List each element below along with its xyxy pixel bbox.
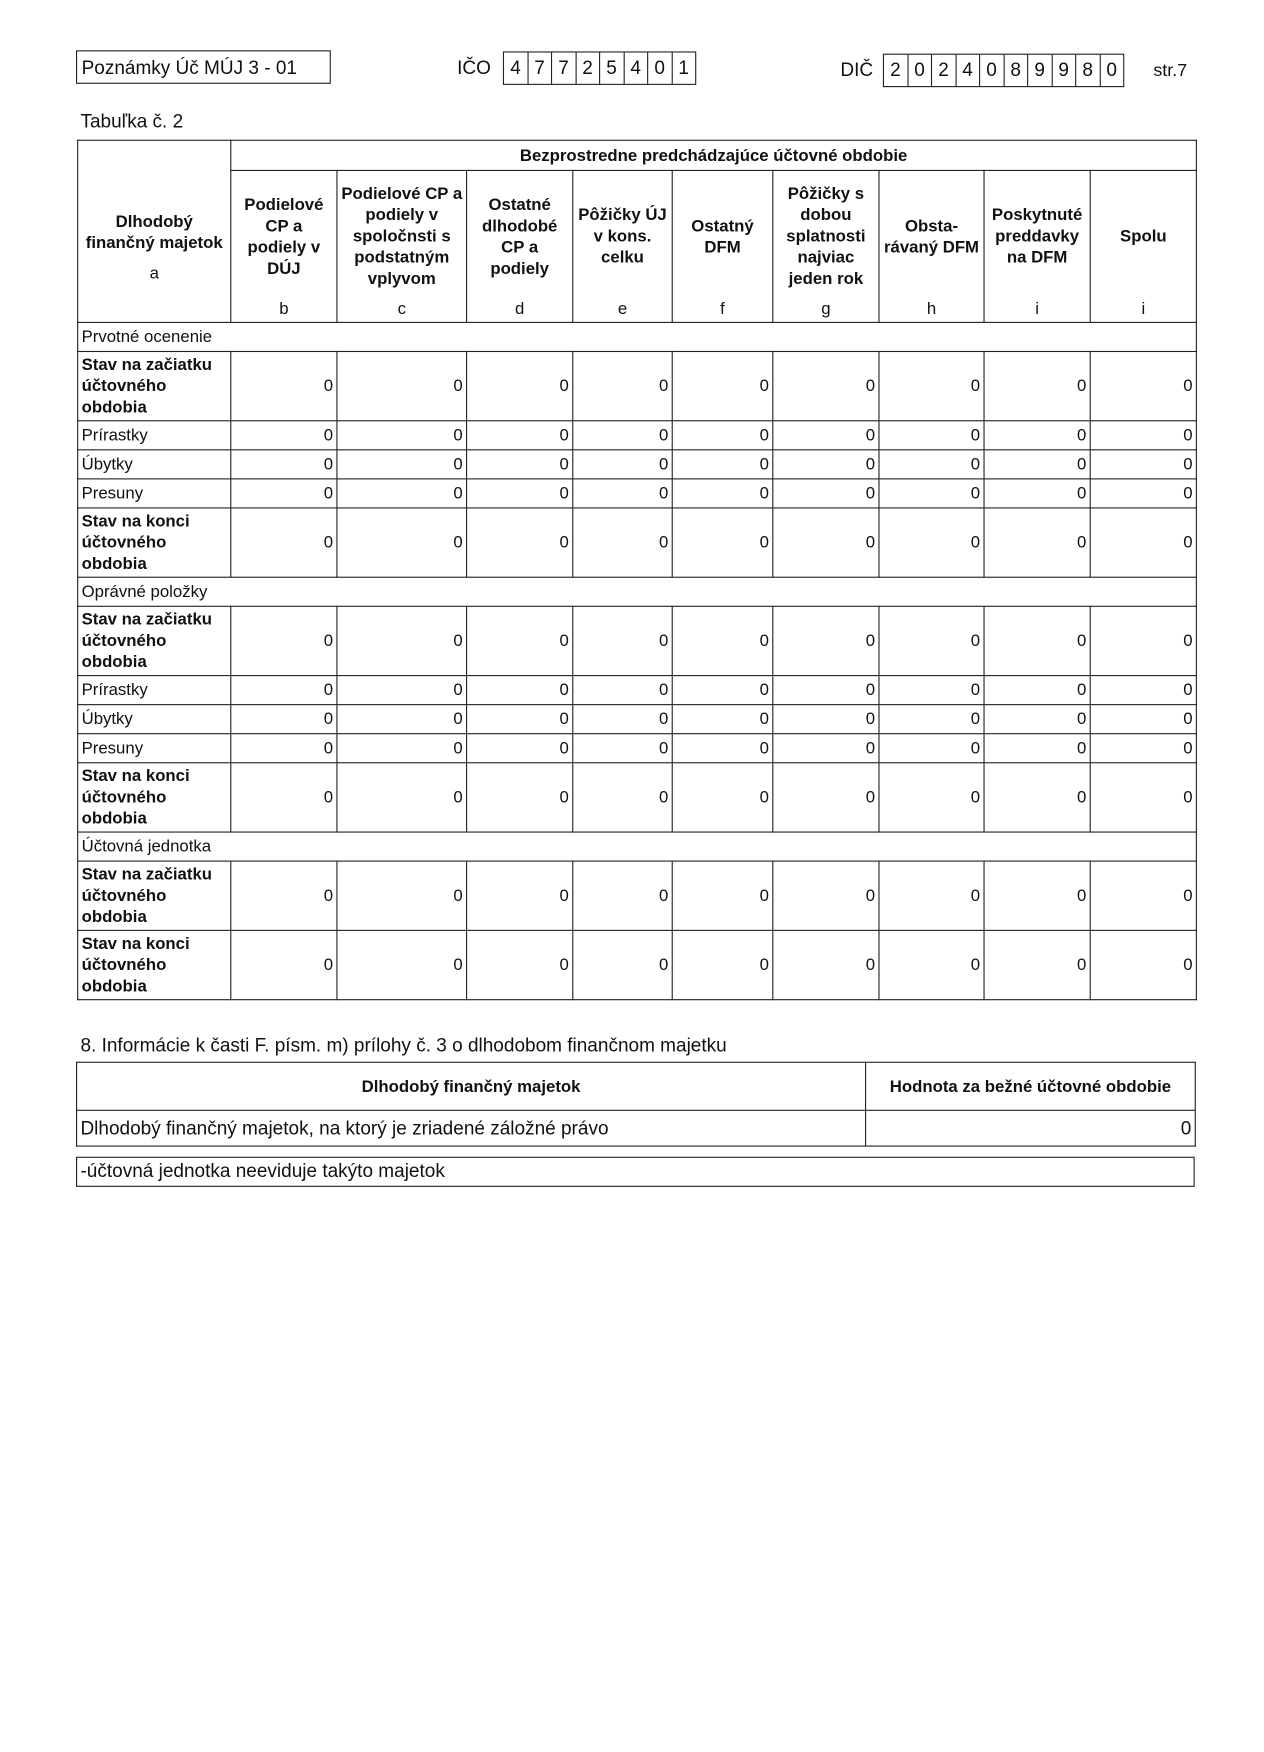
- cell-value: 0: [231, 734, 337, 763]
- column-header-text: Podielové CP a podiely v DÚJ: [244, 195, 324, 278]
- cell-value: 0: [573, 351, 672, 420]
- cell-value: 0: [773, 450, 879, 479]
- column-letter: a: [149, 263, 159, 283]
- cell-value: 0: [467, 676, 573, 705]
- cell-value: 0: [672, 861, 773, 930]
- cell-value: 0: [672, 930, 773, 999]
- section-row: [78, 322, 1197, 351]
- row-label: Stav na začiatku účtovného obdobia: [78, 351, 231, 420]
- cell-value: 0: [773, 508, 879, 577]
- table-row: [78, 450, 1197, 479]
- column-header-text: Spolu: [1120, 226, 1167, 246]
- cell-value: 0: [879, 676, 984, 705]
- column-header: [467, 170, 573, 322]
- pledge-col-header: Dlhodobý finančný majetok: [77, 1062, 866, 1110]
- cell-value: 0: [879, 351, 984, 420]
- dic-digit: 8: [1076, 55, 1100, 86]
- table-row: [78, 676, 1197, 705]
- cell-value: 0: [672, 421, 773, 450]
- cell-value: 0: [231, 421, 337, 450]
- cell-value: 0: [231, 351, 337, 420]
- cell-value: 0: [1090, 351, 1196, 420]
- cell-value: 0: [573, 421, 672, 450]
- dic-digit: 9: [1028, 55, 1052, 86]
- cell-value: 0: [879, 606, 984, 675]
- cell-value: 0: [773, 705, 879, 734]
- cell-value: 0: [467, 450, 573, 479]
- row-label: Úbytky: [78, 450, 231, 479]
- column-letter: i: [1141, 299, 1146, 319]
- cell-value: 0: [1090, 508, 1196, 577]
- cell-value: 0: [337, 508, 467, 577]
- cell-value: 0: [984, 861, 1090, 930]
- cell-value: 0: [1090, 705, 1196, 734]
- cell-value: 0: [1090, 676, 1196, 705]
- cell-value: 0: [337, 734, 467, 763]
- cell-value: 0: [879, 479, 984, 508]
- row-label: Stav na začiatku účtovného obdobia: [78, 861, 231, 930]
- dic-digit: 8: [1004, 55, 1028, 86]
- note-text: -účtovná jednotka neeviduje takýto majetok: [76, 1157, 1195, 1187]
- column-letter: b: [279, 299, 289, 319]
- column-header: [337, 170, 467, 322]
- cell-value: 0: [984, 705, 1090, 734]
- cell-value: 0: [672, 450, 773, 479]
- cell-value: 0: [231, 930, 337, 999]
- column-header: [1090, 170, 1196, 322]
- table-row: [78, 734, 1197, 763]
- table-row: [78, 508, 1197, 577]
- cell-value: 0: [672, 763, 773, 832]
- table-title: Tabuľka č. 2: [80, 110, 184, 132]
- pledge-table: [76, 1062, 1196, 1147]
- column-letter: d: [515, 299, 525, 319]
- dic-digits: [883, 54, 1124, 88]
- cell-value: 0: [467, 763, 573, 832]
- cell-value: 0: [573, 734, 672, 763]
- dfm-table: [77, 140, 1197, 1001]
- cell-value: 0: [672, 734, 773, 763]
- cell-value: 0: [467, 351, 573, 420]
- cell-value: 0: [573, 705, 672, 734]
- cell-value: 0: [984, 930, 1090, 999]
- column-header: [773, 170, 879, 322]
- ico-digits: [503, 51, 696, 85]
- cell-value: 0: [573, 479, 672, 508]
- cell-value: 0: [337, 450, 467, 479]
- first-header-text: Dlhodobý finančný majetok: [85, 211, 223, 253]
- ico-digit: 5: [600, 53, 624, 84]
- cell-value: 0: [1090, 479, 1196, 508]
- cell-value: 0: [573, 676, 672, 705]
- cell-value: 0: [879, 763, 984, 832]
- column-header-text: Ostatný DFM: [691, 216, 754, 257]
- cell-value: 0: [984, 508, 1090, 577]
- cell-value: 0: [879, 734, 984, 763]
- cell-value: 0: [879, 705, 984, 734]
- dic-digit: 0: [908, 55, 932, 86]
- cell-value: 0: [1090, 930, 1196, 999]
- dic-digit: 9: [1052, 55, 1076, 86]
- ico-digit: 4: [504, 53, 528, 84]
- cell-value: 0: [337, 930, 467, 999]
- cell-value: 0: [467, 606, 573, 675]
- ico-digit: 1: [678, 56, 689, 79]
- row-label: Stav na konci účtovného obdobia: [78, 508, 231, 577]
- cell-value: 0: [984, 351, 1090, 420]
- column-letter: h: [926, 299, 937, 319]
- pledge-row-label: Dlhodobý finančný majetok, na ktorý je zriadené záložné právo: [77, 1110, 866, 1146]
- cell-value: 0: [773, 606, 879, 675]
- column-header-text: Obsta-rávaný DFM: [883, 216, 980, 257]
- cell-value: 0: [984, 763, 1090, 832]
- first-column-header: [78, 140, 231, 322]
- cell-value: 0: [984, 450, 1090, 479]
- table-row: [78, 763, 1197, 832]
- column-letter: c: [397, 299, 406, 319]
- cell-value: 0: [337, 861, 467, 930]
- cell-value: 0: [1090, 450, 1196, 479]
- column-letter: f: [720, 299, 725, 319]
- cell-value: 0: [879, 861, 984, 930]
- row-label: Stav na konci účtovného obdobia: [78, 763, 231, 832]
- cell-value: 0: [467, 421, 573, 450]
- cell-value: 0: [337, 606, 467, 675]
- section-row: [78, 832, 1197, 861]
- cell-value: 0: [337, 479, 467, 508]
- cell-value: 0: [984, 734, 1090, 763]
- cell-value: 0: [773, 930, 879, 999]
- cell-value: 0: [879, 930, 984, 999]
- dic-digit: 2: [884, 55, 908, 86]
- table-row: [78, 421, 1197, 450]
- column-header-text: Ostatné dlhodobé CP a podiely: [481, 195, 558, 278]
- cell-value: 0: [773, 861, 879, 930]
- cell-value: 0: [773, 479, 879, 508]
- section-label: Oprávné položky: [78, 577, 1197, 606]
- dic-digit: 4: [956, 55, 980, 86]
- column-header: [879, 170, 984, 322]
- column-header-text: Pôžičky ÚJ v kons. celku: [578, 205, 667, 268]
- cell-value: 0: [773, 351, 879, 420]
- column-letter: g: [821, 299, 831, 319]
- cell-value: 0: [984, 479, 1090, 508]
- cell-value: 0: [337, 763, 467, 832]
- cell-value: 0: [672, 508, 773, 577]
- cell-value: 0: [672, 676, 773, 705]
- dic-label: DIČ: [840, 59, 874, 81]
- cell-value: 0: [1090, 606, 1196, 675]
- cell-value: 0: [231, 508, 337, 577]
- cell-value: 0: [879, 450, 984, 479]
- cell-value: 0: [773, 421, 879, 450]
- column-header: [984, 170, 1090, 322]
- cell-value: 0: [573, 450, 672, 479]
- cell-value: 0: [984, 606, 1090, 675]
- ico-digit: 0: [648, 53, 672, 84]
- cell-value: 0: [231, 705, 337, 734]
- pledge-row-value: 0: [866, 1110, 1196, 1146]
- table-row: [78, 861, 1197, 930]
- cell-value: 0: [467, 705, 573, 734]
- cell-value: 0: [672, 606, 773, 675]
- cell-value: 0: [573, 606, 672, 675]
- cell-value: 0: [467, 930, 573, 999]
- cell-value: 0: [573, 930, 672, 999]
- cell-value: 0: [879, 421, 984, 450]
- page-number: str.7: [1153, 61, 1188, 81]
- column-letter: e: [617, 299, 628, 319]
- cell-value: 0: [573, 763, 672, 832]
- column-header-text: Pôžičky s dobou splatnosti najviac jeden rok: [786, 184, 866, 289]
- cell-value: 0: [467, 508, 573, 577]
- cell-value: 0: [1090, 734, 1196, 763]
- cell-value: 0: [1090, 861, 1196, 930]
- cell-value: 0: [467, 734, 573, 763]
- cell-value: 0: [573, 861, 672, 930]
- row-label: Stav na konci účtovného obdobia: [78, 930, 231, 999]
- cell-value: 0: [672, 705, 773, 734]
- cell-value: 0: [984, 421, 1090, 450]
- cell-value: 0: [573, 508, 672, 577]
- section8-title: 8. Informácie k časti F. písm. m) prílohy č. 3 o dlhodobom finančnom majetku: [80, 1034, 727, 1057]
- period-group-header: Bezprostredne predchádzajúce účtovné obdobie: [231, 140, 1197, 170]
- form-code: Poznámky Úč MÚJ 3 - 01: [76, 50, 331, 84]
- ico-digit: 7: [552, 53, 576, 84]
- cell-value: 0: [773, 734, 879, 763]
- value-col-header: Hodnota za bežné účtovné obdobie: [866, 1062, 1196, 1110]
- dic-digit: 0: [1106, 59, 1118, 81]
- column-header-text: Podielové CP a podiely v spoločnsti s podstatným vplyvom: [341, 184, 463, 289]
- cell-value: 0: [773, 763, 879, 832]
- column-header: [573, 170, 672, 322]
- column-letter: i: [1035, 299, 1039, 319]
- cell-value: 0: [231, 763, 337, 832]
- table-row: [78, 351, 1197, 420]
- row-label: Prírastky: [78, 676, 231, 705]
- cell-value: 0: [879, 508, 984, 577]
- cell-value: 0: [231, 676, 337, 705]
- table-row: [78, 606, 1197, 675]
- cell-value: 0: [231, 450, 337, 479]
- cell-value: 0: [773, 676, 879, 705]
- cell-value: 0: [231, 479, 337, 508]
- row-label: Presuny: [78, 479, 231, 508]
- ico-digit: 2: [576, 53, 600, 84]
- ico-digit: 4: [624, 53, 648, 84]
- cell-value: 0: [1090, 421, 1196, 450]
- cell-value: 0: [672, 351, 773, 420]
- cell-value: 0: [337, 705, 467, 734]
- cell-value: 0: [467, 861, 573, 930]
- ico-label: IČO: [457, 56, 491, 79]
- ico-digit: 7: [528, 53, 552, 84]
- table-row: [78, 930, 1197, 999]
- section-label: Prvotné ocenenie: [78, 322, 1197, 351]
- section-row: [78, 577, 1197, 606]
- dic-digit: 2: [932, 55, 956, 86]
- row-label: Úbytky: [78, 705, 231, 734]
- row-label: Stav na začiatku účtovného obdobia: [78, 606, 231, 675]
- cell-value: 0: [467, 479, 573, 508]
- cell-value: 0: [672, 479, 773, 508]
- cell-value: 0: [1090, 763, 1196, 832]
- cell-value: 0: [231, 861, 337, 930]
- cell-value: 0: [231, 606, 337, 675]
- table-row: [78, 705, 1197, 734]
- cell-value: 0: [337, 421, 467, 450]
- section-label: Účtovná jednotka: [78, 832, 1197, 861]
- table-row: [78, 479, 1197, 508]
- column-header: [231, 170, 337, 322]
- cell-value: 0: [337, 351, 467, 420]
- row-label: Prírastky: [78, 421, 231, 450]
- cell-value: 0: [984, 676, 1090, 705]
- column-header-text: Poskytnuté preddavky na DFM: [991, 205, 1083, 268]
- row-label: Presuny: [78, 734, 231, 763]
- cell-value: 0: [337, 676, 467, 705]
- column-header: [672, 170, 773, 322]
- dic-digit: 0: [980, 55, 1004, 86]
